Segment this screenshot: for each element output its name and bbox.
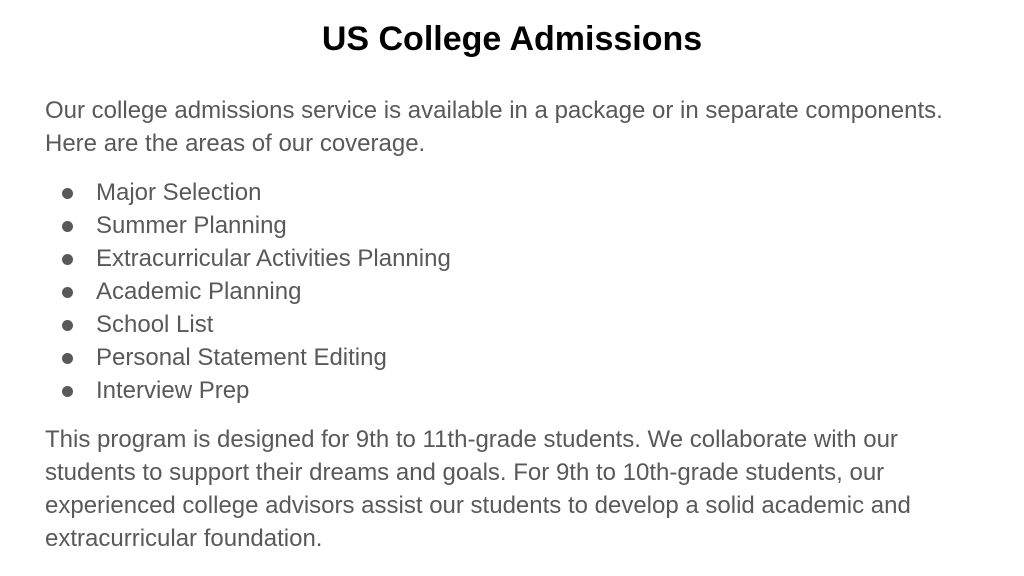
bullet-dot-icon (62, 221, 73, 232)
bullet-dot-icon (62, 320, 73, 331)
list-item-label: Summer Planning (96, 212, 287, 239)
bullet-dot-icon (62, 287, 73, 298)
page-title: US College Admissions (321, 20, 703, 58)
list-item-label: Personal Statement Editing (96, 344, 387, 371)
intro-paragraph: Our college admissions service is available in a package or in separate components. Here are the areas of our coverage. (45, 97, 943, 157)
bullet-dot-icon (62, 353, 73, 364)
bullet-dot-icon (62, 254, 73, 265)
list-item-label: Interview Prep (96, 377, 250, 404)
list-item-label: Academic Planning (96, 278, 302, 305)
bullet-dot-icon (62, 188, 73, 199)
list-item-label: School List (96, 311, 214, 338)
list-item-label: Major Selection (96, 179, 262, 206)
list-item-label: Extracurricular Activities Planning (96, 245, 451, 272)
closing-paragraph: This program is designed for 9th to 11th-grade students. We collaborate with our students to support their dreams and goals. For 9th to 10th-grade students, our experienced college advisors assist our students to develop a solid academic and extracurricular foundation. (45, 426, 911, 552)
bullet-dot-icon (62, 386, 73, 397)
